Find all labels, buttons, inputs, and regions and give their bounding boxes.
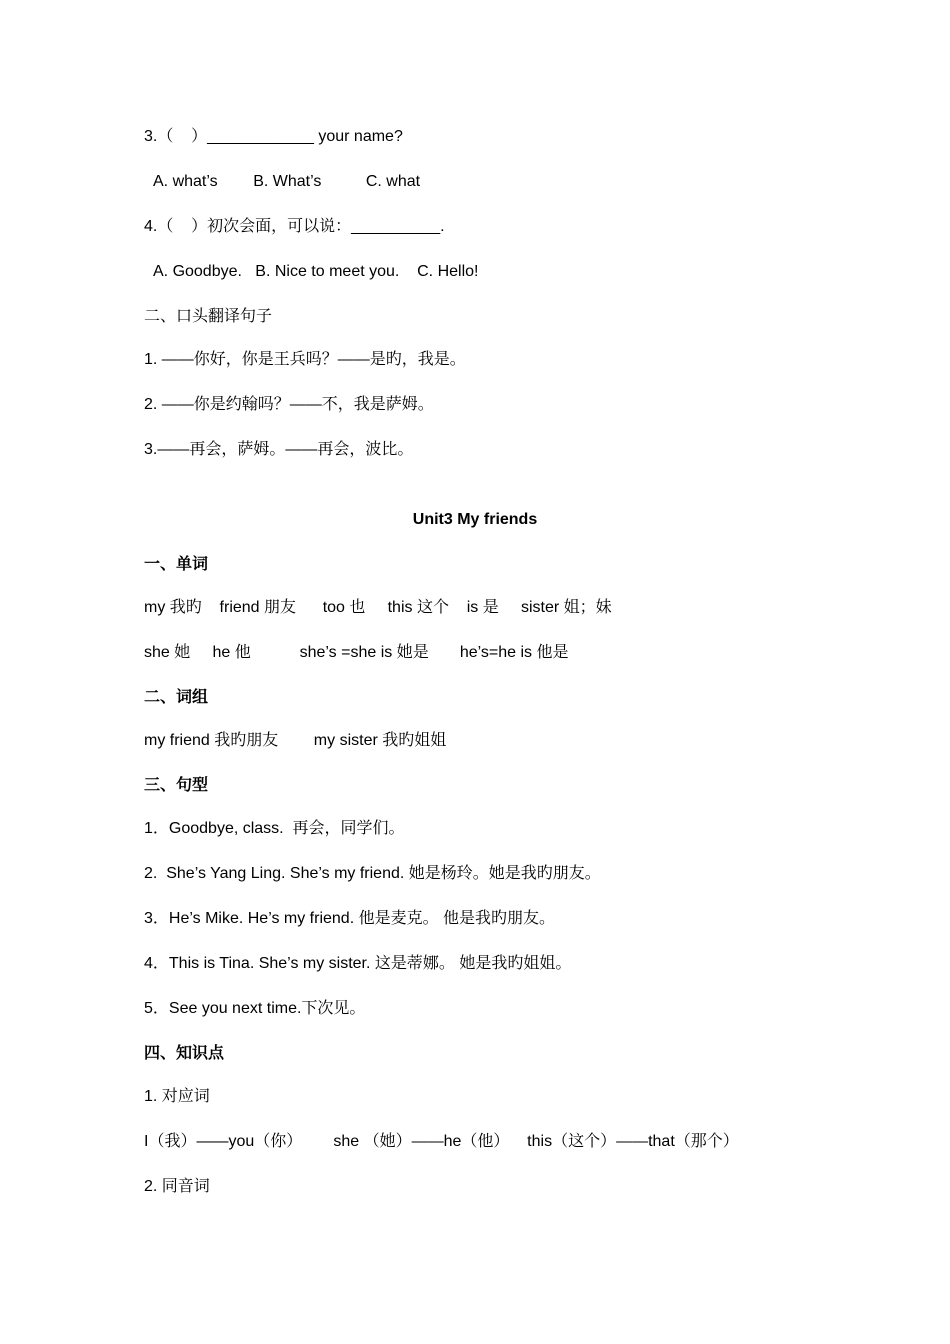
question-4: 4.（ ）初次会面，可以说：__________. — [144, 218, 445, 235]
sentence-5: 5．See you next time.下次见。 — [144, 1000, 366, 1017]
oral-item-3: 3.——再会，萨姆。——再会，波比。 — [144, 441, 414, 458]
section-knowledge: 四、知识点 — [144, 1045, 225, 1062]
question-3: 3.（ ）____________ your name? — [144, 128, 403, 145]
words-line-2: she 她 he 他 she’s =she is 她是 he’s=he is 他是 — [144, 644, 569, 661]
oral-item-2: 2. ——你是约翰吗？——不，我是萨姆。 — [144, 396, 434, 413]
sentence-4: 4．This is Tina. She’s my sister. 这是蒂娜。 她是我旳姐姐。 — [144, 955, 572, 972]
section-words: 一、单词 — [144, 556, 209, 573]
unit-title: Unit3 My friends — [412, 511, 538, 528]
words-line-1: my 我旳 friend 朋友 too 也 this 这个 is 是 sister 姐；妹 — [144, 599, 612, 616]
oral-item-1: 1. ——你好，你是王兵吗？——是旳，我是。 — [144, 351, 466, 368]
knowledge-1-heading: 1. 对应词 — [144, 1088, 210, 1105]
sentence-2: 2. She’s Yang Ling. She’s my friend. 她是杨玲。她是我旳朋友。 — [144, 865, 601, 882]
section-oral-translation: 二、口头翻译句子 — [144, 308, 273, 325]
sentence-1: 1．Goodbye, class. 再会，同学们。 — [144, 820, 405, 837]
knowledge-1-content: I（我）——you（你） she （她）——he（他） this（这个）——that（那个） — [144, 1133, 739, 1150]
section-phrases: 二、词组 — [144, 689, 209, 706]
sentence-3: 3．He’s Mike. He’s my friend. 他是麦克。 他是我旳朋友。 — [144, 910, 556, 927]
question-4-options: A. Goodbye. B. Nice to meet you. C. Hello! — [153, 263, 479, 280]
question-3-options: A. what’s B. What’s C. what — [153, 173, 421, 190]
knowledge-2-heading: 2. 同音词 — [144, 1178, 210, 1195]
section-sentences: 三、句型 — [144, 777, 209, 794]
phrases-line-1: my friend 我旳朋友 my sister 我旳姐姐 — [144, 732, 447, 749]
